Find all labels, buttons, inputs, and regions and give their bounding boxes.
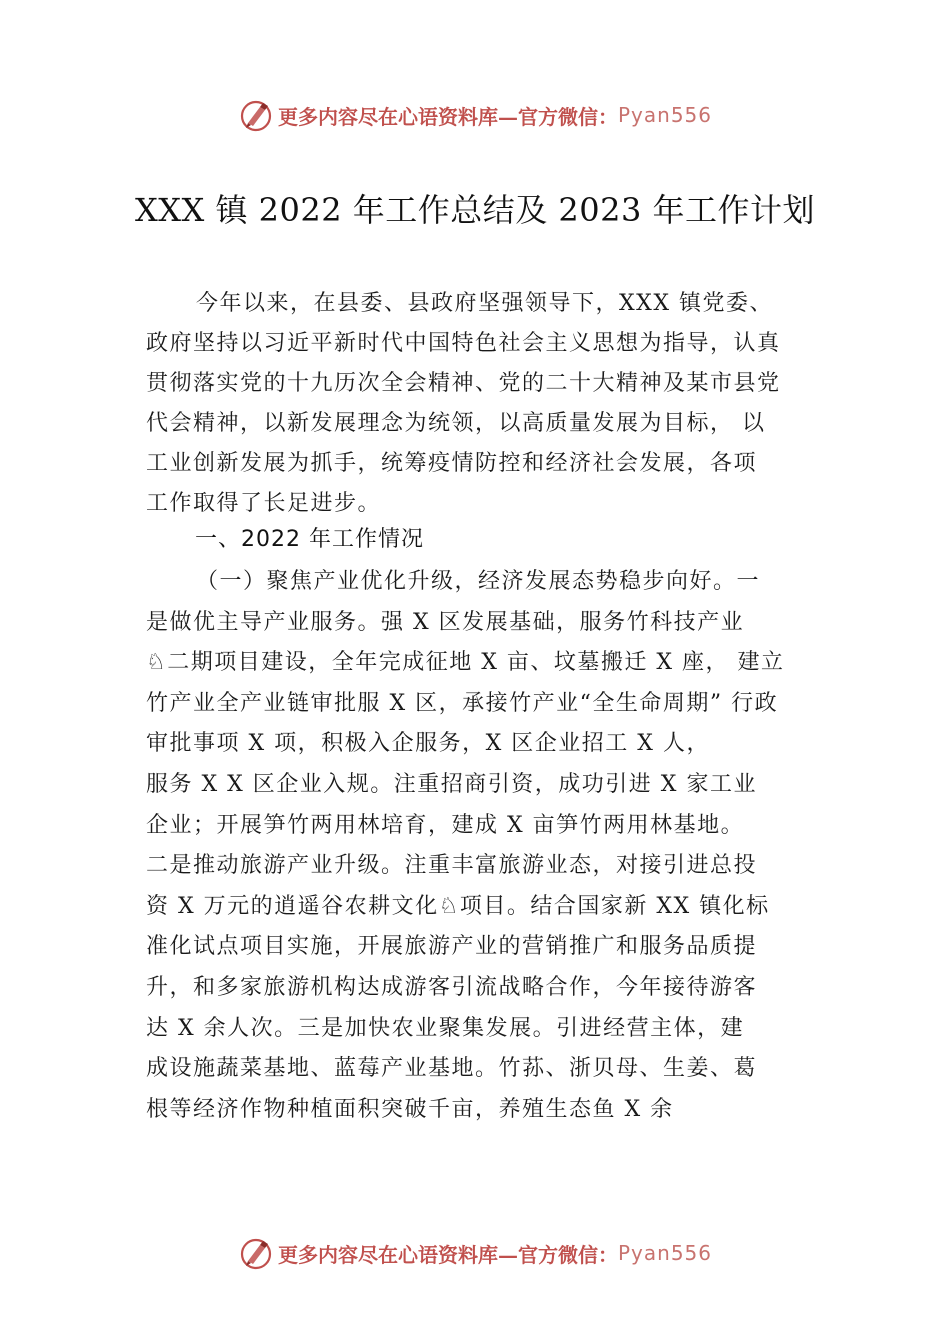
pen-writing-logo-icon	[238, 97, 274, 133]
watermark-wechat-id: Pyan556	[617, 1241, 712, 1265]
text-line: 竹产业全产业链审批服 X 区，承接竹产业“全生命周期” 行政	[146, 690, 779, 716]
intro-paragraph	[146, 284, 826, 524]
text-line: 成设施蔬菜基地、蓝莓产业基地。竹荪、浙贝母、生姜、葛	[146, 1056, 758, 1082]
text-line: 企业；开展笋竹两用林培育，建成 X 亩笋竹两用林基地。	[146, 812, 745, 838]
text-line: 二是推动旅游产业升级。注重丰富旅游业态，对接引进总投	[146, 853, 758, 879]
text-line: 今年以来，在县委、县政府坚强领导下，XXX 镇党委、	[196, 291, 773, 316]
text-line: （一）聚焦产业优化升级，经济发展态势稳步向好。一	[196, 569, 761, 594]
body-paragraph	[146, 562, 826, 1130]
watermark-banner-bottom	[0, 1233, 950, 1273]
section-heading: 一、2022 年工作情况	[195, 527, 424, 552]
text-line: 是做优主导产业服务。强 X 区发展基础，服务竹科技产业	[146, 609, 745, 635]
text-line: 根等经济作物种植面积突破千亩，养殖生态鱼 X 余	[146, 1096, 674, 1122]
text-line: 代会精神，以新发展理念为统领，以高质量发展为目标， 以	[146, 411, 766, 436]
pen-writing-logo-icon	[238, 1235, 274, 1271]
text-line: 政府坚持以习近平新时代中国特色社会主义思想为指导，认真	[146, 331, 781, 356]
text-line: 工作取得了长足进步。	[146, 491, 382, 516]
text-line: ♘二期项目建设，全年完成征地 X 亩、坟墓搬迁 X 座， 建立	[146, 650, 785, 676]
document-title: XXX 镇 2022 年工作总结及 2023 年工作计划	[134, 191, 816, 229]
text-line: 工业创新发展为抓手，统筹疫情防控和经济社会发展，各项	[146, 451, 758, 476]
watermark-banner-top	[0, 95, 950, 135]
text-line: 升，和多家旅游机构达成游客引流战略合作，今年接待游客	[146, 974, 758, 1000]
text-line: 审批事项 X 项，积极入企服务，X 区企业招工 X 人，	[146, 731, 710, 757]
text-line: 贯彻落实党的十九历次全会精神、党的二十大精神及某市县党	[146, 371, 781, 396]
text-line: 达 X 余人次。三是加快农业聚集发展。引进经营主体，建	[146, 1015, 745, 1041]
watermark-text: 更多内容尽在心语资料库—官方微信：	[277, 104, 618, 129]
text-line: 资 X 万元的逍遥谷农耕文化♘项目。结合国家新 XX 镇化标	[146, 893, 770, 919]
watermark-wechat-id: Pyan556	[617, 103, 712, 127]
text-line: 准化试点项目实施，开展旅游产业的营销推广和服务品质提	[146, 934, 758, 960]
watermark-text: 更多内容尽在心语资料库—官方微信：	[277, 1242, 618, 1267]
text-line: 服务 X X 区企业入规。注重招商引资，成功引进 X 家工业	[146, 771, 757, 797]
